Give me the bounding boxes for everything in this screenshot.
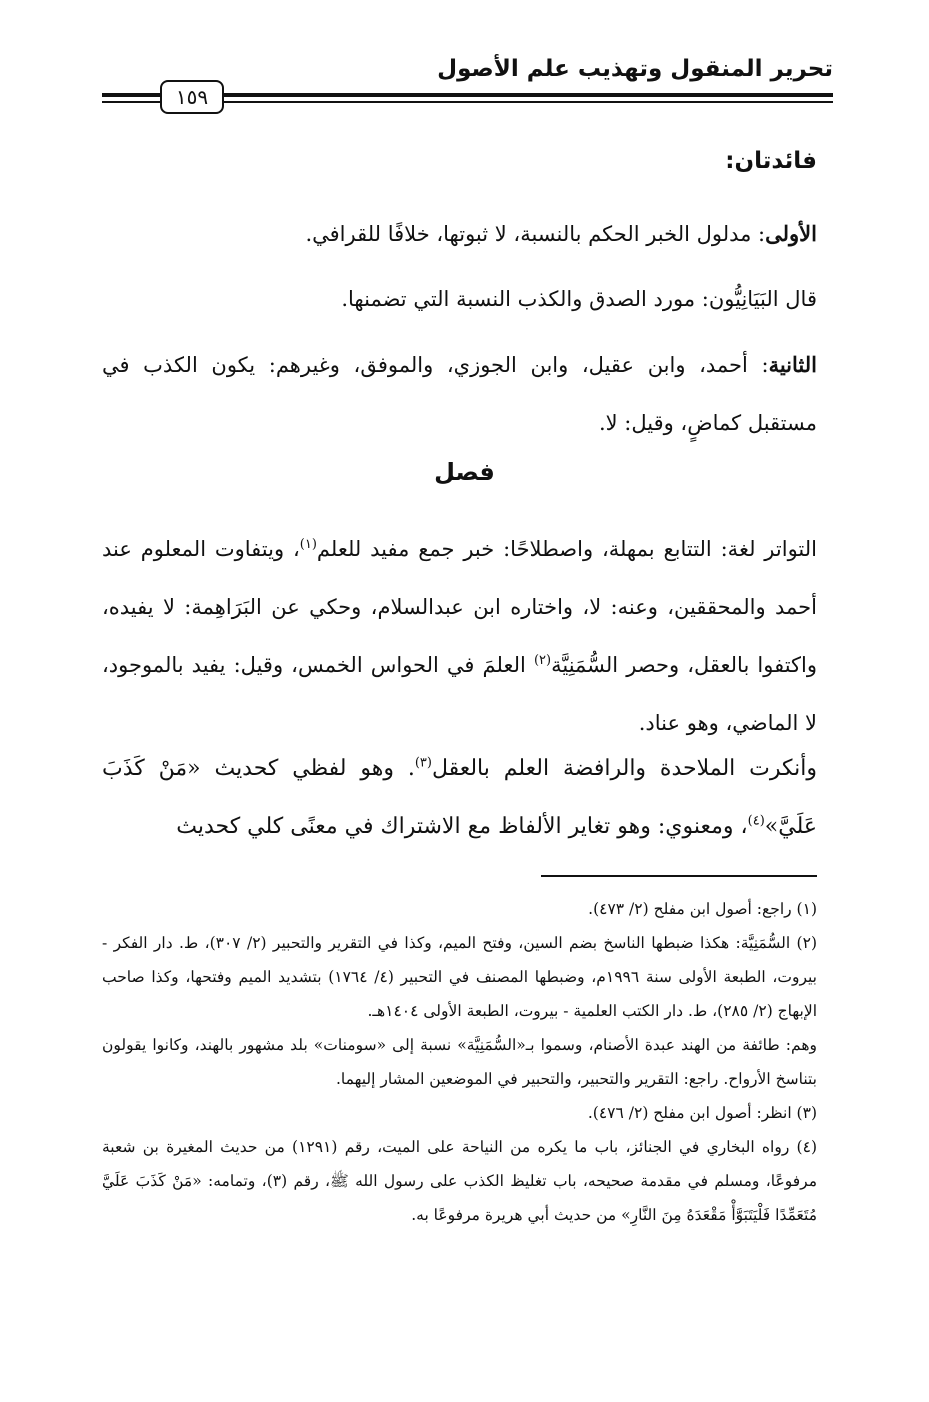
paragraph-tawatur [102,520,817,752]
tawatur-text-1: التواتر لغة: التتابع بمهلة، واصطلاحًا: خبر جمع مفيد للعلم [316,537,817,561]
second-text: : أحمد، وابن عقيل، وابن الجوزي، والموفق، وغيرهم: يكون الكذب في مستقبل كماضٍ، وقيل: لا. [102,353,817,435]
denial-text-1: وأنكرت الملاحدة والرافضة العلم بالعقل [431,756,817,781]
paragraph-denial [102,740,817,856]
fawaid-heading: فائدتان: [725,148,817,174]
first-label: الأولى [765,221,817,246]
section-title: فصل [434,458,495,486]
denial-text-3: ، ومعنوي: وهو تغاير الألفاظ مع الاشتراك في معنًى كلي كحديث [176,814,748,839]
paragraph-second-benefit [102,336,817,452]
running-header-title: تحرير المنقول وتهذيب علم الأصول [437,56,833,82]
paragraph-first-benefit [102,205,817,263]
footnote-3: (٣) انظر: أصول ابن مفلح (٢/ ٤٧٦). [587,1104,817,1122]
second-label: الثانية [768,352,817,377]
footnote-separator [541,875,817,877]
footnote-2-continuation: وهم: طائفة من الهند عبدة الأصنام، وسموا بـ«السُّمَنِيَّة» نسبة إلى «سومنات» بلد مشهور بالهند، وكانوا يقولون بتناسخ الأرواح. راجع: التقرير والتحبير، والتحبير في الموضعين المشار إليهما. [102,1036,817,1088]
first-text: : مدلول الخبر الحكم بالنسبة، لا ثبوتها، خلافًا للقرافي. [305,222,766,246]
footnote-2: (٢) السُّمَنِيَّة: هكذا ضبطها الناسخ بضم السين، وفتح الميم، وكذا في التقرير والتحبير (٢/ ٣٠٧)، ط. دار الفكر - بيروت، الطبعة الأولى سنة ١٩٩٦م، وضبطها المصنف في التحبير (٤/ ١٧٦٤) بتشديد الميم وفتحها، وكذا صاحب الإبهاج (٢/ ٢٨٥)، ط. دار الكتب العلمية - بيروت، الطبعة الأولى ١٤٠٤هـ. [102,934,817,1020]
denial-text-2: . وهو لفظي كحديث «مَنْ كَذَبَ عَلَيَّ» [102,756,817,839]
footnote-ref-4[interactable]: (٤) [747,813,765,829]
footnotes [102,892,817,1232]
footnote-ref-3[interactable]: (٣) [414,755,432,771]
tawatur-text-3: العلمَ في الحواس الخمس، وقيل: يفيد بالموجود، لا الماضي، وهو عناد. [102,653,817,735]
footnote-4: (٤) رواه البخاري في الجنائز، باب ما يكره من النياحة على الميت، رقم (١٢٩١) من حديث المغيرة بن شعبة مرفوعًا، ومسلم في مقدمة صحيحه، باب تغليظ الكذب على رسول الله ﷺ، رقم (٣)، وتمامه: «مَنْ كَذَبَ عَلَيَّ مُتَعَمِّدًا فَلْيَتَبَوَّأْ مَقْعَدَهُ مِنَ النَّارِ» من حديث أبي هريرة مرفوعًا به. [102,1138,817,1224]
paragraph-bayaniyun: قال البَيَانِيُّون: مورد الصدق والكذب النسبة التي تضمنها. [341,287,817,311]
tawatur-text-2: ، ويتفاوت المعلوم عند أحمد والمحققين، وعنه: لا، واختاره ابن عبدالسلام، وحكي عن البَرَاهِمة: لا يفيده، واكتفوا بالعقل، وحصر السُّمَنِيَّة [102,537,818,677]
footnote-1: (١) راجع: أصول ابن مفلح (٢/ ٤٧٣). [588,900,817,918]
footnote-ref-2[interactable]: (٢) [533,653,552,668]
footnote-ref-1[interactable]: (١) [299,537,317,552]
page-number: ١٥٩ [160,80,224,114]
